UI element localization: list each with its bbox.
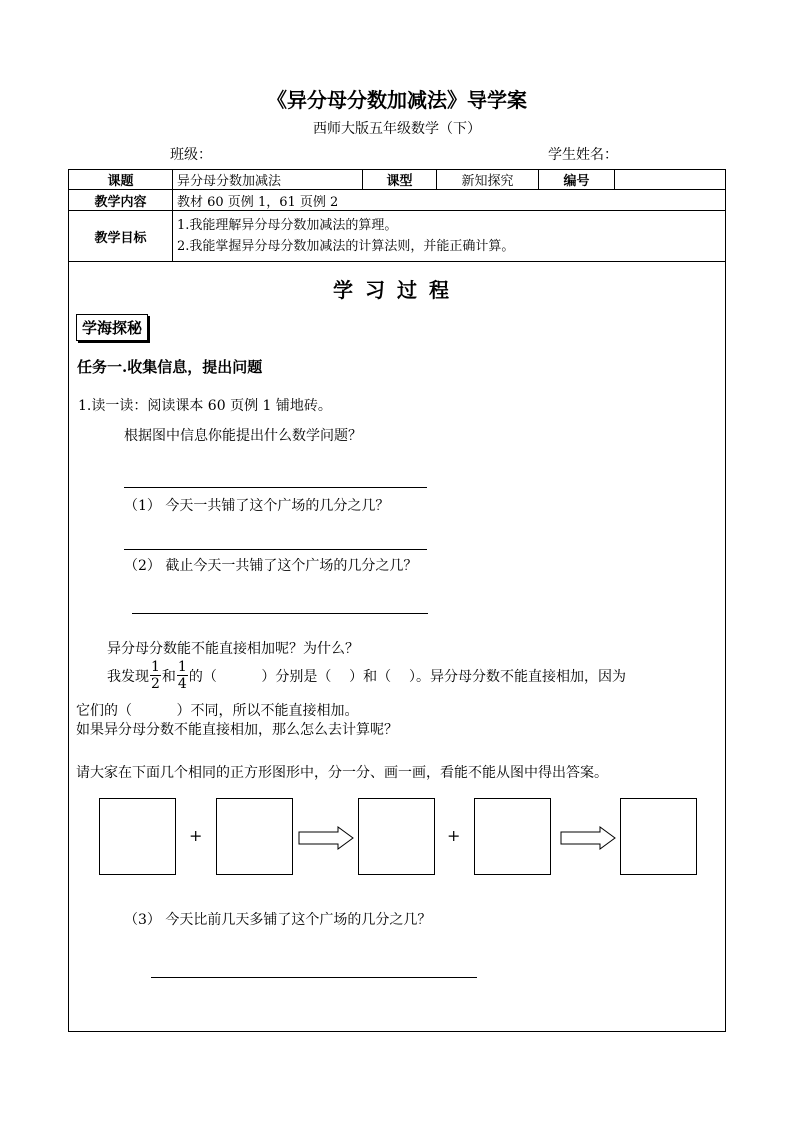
fraction-one-half: $\frac{1}{2}$ xyxy=(151,659,160,692)
page-subtitle: 西师大版五年级数学（下） xyxy=(313,121,481,137)
question-1: （1） 今天一共铺了这个广场的几分之几？ xyxy=(124,498,390,514)
draw-instruction: 请大家在下面几个相同的正方形图形中，分一分、画一画，看能不能从图中得出答案。 xyxy=(76,765,608,781)
question-2: （2） 截止今天一共铺了这个广场的几分之几？ xyxy=(124,558,418,574)
answer-line-q3[interactable] xyxy=(151,977,477,978)
square-2[interactable] xyxy=(216,798,293,875)
read-instruction: 1.读一读：阅读课本 60 页例 1 铺地砖。 xyxy=(78,398,332,414)
answer-line-q2[interactable] xyxy=(132,613,428,614)
section-label: 学海探秘 xyxy=(76,314,148,341)
square-1[interactable] xyxy=(99,798,176,875)
goal-label: 教学目标 xyxy=(69,211,173,262)
question-3: （3） 今天比前几天多铺了这个广场的几分之几？ xyxy=(124,912,432,928)
info-row-goal xyxy=(69,211,726,262)
learning-process-box xyxy=(68,262,726,1032)
number-label: 编号 xyxy=(539,170,615,190)
right-arrow-icon-2 xyxy=(560,826,616,850)
answer-line-q1[interactable] xyxy=(124,549,427,550)
type-label: 课型 xyxy=(363,170,437,190)
info-row-topic xyxy=(69,170,726,190)
question-prompt: 根据图中信息你能提出什么数学问题？ xyxy=(124,428,362,444)
square-3[interactable] xyxy=(358,798,435,875)
how-to-calculate: 如果异分母分数不能直接相加，那么怎么去计算呢？ xyxy=(76,722,398,738)
task-title: 任务一.收集信息，提出问题 xyxy=(77,358,263,376)
plus-sign-1: + xyxy=(189,826,203,845)
square-4[interactable] xyxy=(474,798,551,875)
student-name-label: 学生姓名： xyxy=(548,147,618,163)
info-table xyxy=(68,169,726,262)
plus-sign-2: + xyxy=(447,826,461,845)
goal-cell xyxy=(173,211,726,262)
ask-direct-add: 异分母分数能不能直接相加呢？为什么？ xyxy=(107,641,359,657)
fraction-one-quarter: $\frac{1}{4}$ xyxy=(177,659,187,692)
content-value: 教材 60 页例 1，61 页例 2 xyxy=(173,190,726,211)
topic-label: 课题 xyxy=(69,170,173,190)
discover-prefix: 我发现 xyxy=(107,668,149,685)
content-label: 教学内容 xyxy=(69,190,173,211)
discover-rest: 的（ ）分别是（ ）和（ ）。异分母分数不能直接相加，因为 xyxy=(188,668,626,685)
right-arrow-icon-1 xyxy=(298,826,354,850)
goal-item-2: 2.我能掌握异分母分数加减法的计算法则，并能正确计算。 xyxy=(177,239,515,254)
page-title: 《异分母分数加减法》导学案 xyxy=(267,88,527,112)
topic-value: 异分母分数加减法 xyxy=(173,170,363,190)
discover-line xyxy=(107,660,626,691)
answer-line-prompt[interactable] xyxy=(124,487,427,488)
square-5[interactable] xyxy=(620,798,697,875)
discover-and: 和 xyxy=(161,668,176,685)
type-value: 新知探究 xyxy=(437,170,539,190)
process-title: 学习过程 xyxy=(333,278,461,302)
class-label: 班级： xyxy=(170,147,212,163)
number-value xyxy=(615,170,726,190)
their-line: 它们的（ ）不同，所以不能直接相加。 xyxy=(76,703,359,719)
goal-item-1: 1.我能理解异分母分数加减法的算理。 xyxy=(177,218,398,233)
info-row-content xyxy=(69,190,726,211)
